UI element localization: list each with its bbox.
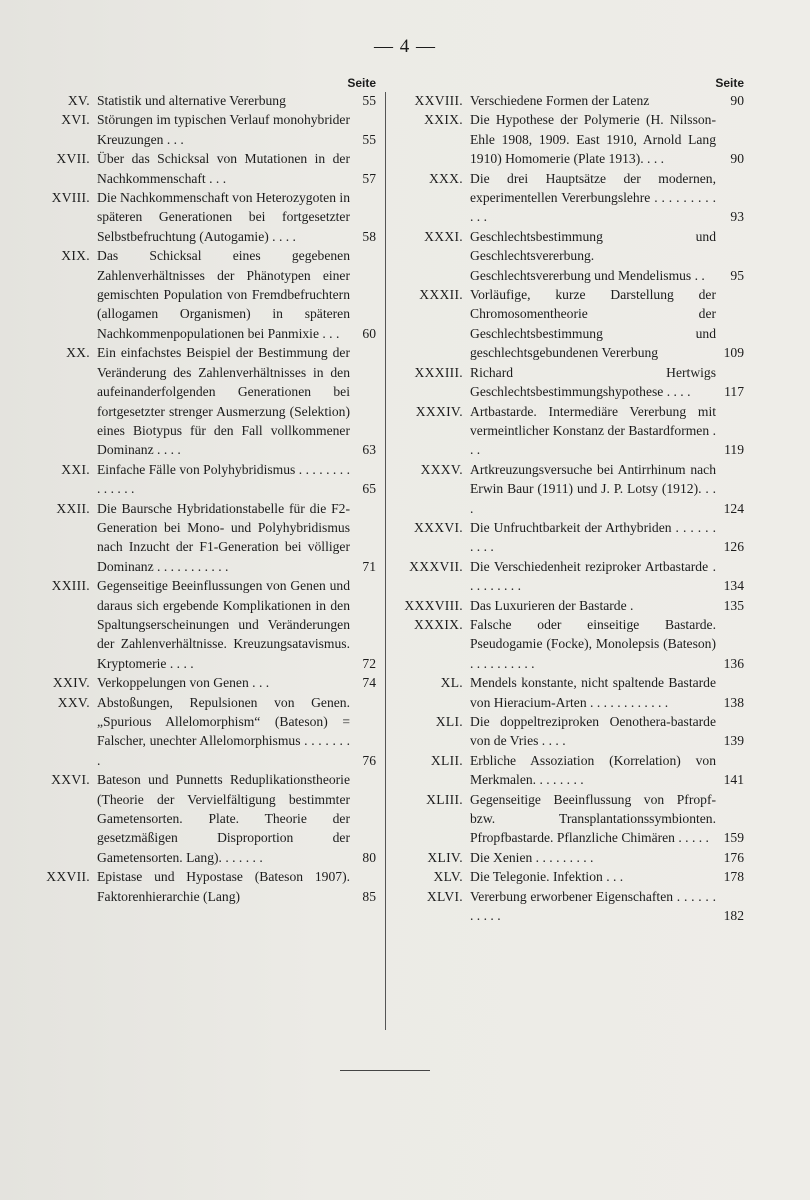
chapter-number: XLIV.: [427, 849, 463, 865]
chapter-number: XLII.: [430, 752, 463, 768]
page-ref: 57: [362, 170, 376, 186]
chapter-title: Die Xenien . . . . . . . . .: [470, 849, 594, 865]
chapter-number: XXIX.: [424, 112, 463, 128]
chapter-number: XXIII.: [51, 578, 90, 594]
chapter-number: XXXIII.: [414, 364, 463, 380]
chapter-title: Die Unfruchtbarkeit der Arthybriden . . . . . . . . . .: [470, 519, 716, 555]
toc-entry: [40, 673, 376, 692]
toc-list-left: [40, 91, 376, 906]
toc-column-right: [398, 76, 744, 925]
chapter-number: XXXVI.: [414, 519, 463, 535]
chapter-title: Verschiedene Formen der Latenz: [470, 93, 650, 108]
page-ref: 63: [362, 442, 376, 458]
page-ref: 71: [362, 558, 376, 574]
chapter-title: Falsche oder einseitige Bastarde. Pseudogamie (Focke), Monolepsis (Bateson) . . . . . . . . . .: [470, 616, 716, 671]
toc-entry: [398, 848, 744, 867]
page-ref: 90: [730, 151, 744, 167]
toc-entry: [398, 402, 744, 460]
chapter-title: Statistik und alternative Vererbung: [97, 93, 286, 108]
chapter-title: Geschlechtsbestimmung und Geschlechtsvererbung. Geschlechtsvererbung und Mendelismus . .: [470, 228, 716, 283]
chapter-number: XXVII.: [46, 869, 90, 885]
page-ref: 55: [362, 131, 376, 147]
chapter-number: XX.: [66, 345, 90, 361]
toc-entry: [398, 557, 744, 596]
chapter-title: Ein einfachstes Beispiel der Bestimmung der Veränderung des Zahlenverhältnisses in den aufeinanderfolgenden Generationen bei fortgesetzter strenger Ausmerzung (Selektion) eines Biotypus für den Fall vollkommener Dominanz . . . .: [97, 345, 350, 458]
chapter-number: XLV.: [433, 869, 463, 885]
chapter-title: Gegenseitige Beeinflussungen von Genen und daraus sich ergebende Komplikationen in den Spaltungserscheinungen und Veränderungen der Zahlenverhältnisse. Kreuzungsatavismus. Kryptomerie . . . .: [97, 578, 350, 671]
chapter-number: XXXI.: [424, 228, 463, 244]
page-ref: 109: [723, 345, 744, 361]
chapter-title: Gegenseitige Beeinflussung von Pfropf- bzw. Transplantationssymbionten. Pfropfbastarde. Pflanzliche Chimären . . . . .: [470, 791, 716, 846]
chapter-title: Das Luxurieren der Bastarde .: [470, 597, 634, 613]
chapter-title: Die Nachkommenschaft von Heterozygoten in späteren Generationen bei fortgesetzter Selbstbefruchtung (Autogamie) . . . .: [97, 190, 350, 244]
toc-entry: [398, 867, 744, 886]
toc-entry: [398, 615, 744, 673]
chapter-number: XXIV.: [52, 675, 90, 691]
page-ref: 60: [362, 325, 376, 341]
chapter-title: Störungen im typischen Verlauf monohybrider Kreuzungen . . .: [97, 112, 350, 147]
chapter-title: Richard Hertwigs Geschlechtsbestimmungshypothese . . . .: [470, 364, 716, 400]
page-number: — 4 —: [374, 36, 436, 57]
toc-entry: [398, 91, 744, 110]
toc-entry: [40, 693, 376, 771]
page-ref: 117: [724, 384, 744, 400]
chapter-title: Abstoßungen, Repulsionen von Genen. „Spurious Allelomorphism“ (Bateson) = Falscher, unechter Allelomorphismus . . . . . . . .: [97, 694, 350, 768]
page-ref: 124: [723, 500, 744, 516]
chapter-number: XXX.: [428, 170, 463, 186]
chapter-title: Artkreuzungsversuche bei Antirrhinum nach Erwin Baur (1911) und J. P. Lotsy (1912). . . .: [470, 461, 716, 516]
chapter-number: XVIII.: [51, 190, 90, 206]
toc-entry: [398, 285, 744, 363]
chapter-number: XXI.: [61, 461, 90, 477]
page-ref: 159: [723, 830, 744, 846]
toc-entry: [398, 169, 744, 227]
toc-entry: [398, 596, 744, 615]
toc-entry: [398, 227, 744, 285]
chapter-title: Vorläufige, kurze Darstellung der Chromosomentheorie der Geschlechtsbestimmung und geschlechtsgebundenen Vererbung: [470, 287, 716, 361]
chapter-number: XXXV.: [420, 461, 463, 477]
toc-entry: [40, 110, 376, 149]
chapter-number: XXXII.: [419, 287, 463, 303]
toc-entry: [40, 770, 376, 867]
end-rule: [340, 1070, 430, 1071]
chapter-title: Verkoppelungen von Genen . . .: [97, 675, 270, 691]
page-ref: 55: [362, 93, 376, 108]
chapter-number: XXVIII.: [414, 93, 463, 108]
toc-entry: [398, 790, 744, 848]
page-ref: 72: [362, 655, 376, 671]
page-ref: 80: [362, 849, 376, 865]
chapter-number: XXV.: [57, 694, 90, 710]
page-ref: 135: [723, 597, 744, 613]
page-ref: 141: [723, 772, 744, 788]
toc-list-right: [398, 91, 744, 925]
page-ref: 76: [362, 752, 376, 768]
toc-entry: [40, 576, 376, 673]
page-ref: 176: [723, 849, 744, 865]
page-ref: 65: [362, 481, 376, 497]
toc-entry: [398, 751, 744, 790]
toc-entry: [398, 518, 744, 557]
page-ref: 74: [362, 675, 376, 691]
page-ref: 85: [362, 888, 376, 904]
chapter-number: XXXIV.: [415, 403, 463, 419]
page-ref: 139: [723, 733, 744, 749]
page-ref: 138: [723, 694, 744, 710]
toc-entry: [40, 867, 376, 906]
page-ref: 182: [723, 908, 744, 924]
chapter-number: XVI.: [61, 112, 90, 128]
chapter-title: Die Verschiedenheit reziproker Artbastarde . . . . . . . . .: [470, 558, 716, 594]
page-ref: 93: [730, 209, 744, 225]
toc-entry: [398, 363, 744, 402]
toc-entry: [40, 149, 376, 188]
toc-entry: [40, 91, 376, 110]
chapter-title: Artbastarde. Intermediäre Vererbung mit vermeintlicher Konstanz der Bastardformen . . .: [470, 403, 716, 458]
column-divider: [385, 92, 386, 1030]
chapter-number: XXVI.: [51, 772, 90, 788]
toc-entry: [40, 499, 376, 577]
chapter-number: XXII.: [56, 500, 90, 516]
chapter-title: Die drei Hauptsätze der modernen, experimentellen Vererbungslehre . . . . . . . . . . . .: [470, 170, 716, 225]
chapter-number: XVII.: [56, 151, 90, 167]
chapter-number: XV.: [67, 93, 90, 108]
chapter-title: Epistase und Hypostase (Bateson 1907). Faktorenhierarchie (Lang): [97, 869, 350, 904]
chapter-title: Die Hypothese der Polymerie (H. Nilsson-Ehle 1908, 1909. East 1910, Arnold Lang 1910) Homomerie (Plate 1913). . . .: [470, 112, 716, 167]
chapter-title: Die Telegonie. Infektion . . .: [470, 869, 624, 885]
chapter-title: Mendels konstante, nicht spaltende Bastarde von Hieracium-Arten . . . . . . . . . . . .: [470, 675, 716, 710]
chapter-title: Die Baursche Hybridationstabelle für die F2-Generation bei Mono- und Polyhybridismus nach Inzucht der F1-Generation bei völliger Dominanz . . . . . . . . . . .: [97, 500, 350, 574]
page-ref: 178: [723, 869, 744, 885]
chapter-number: XLIII.: [426, 791, 463, 807]
chapter-number: XXXVIII.: [404, 597, 463, 613]
chapter-number: XL.: [440, 675, 463, 691]
page-ref: 95: [730, 267, 744, 283]
chapter-title: Erbliche Assoziation (Korrelation) von Merkmalen. . . . . . . .: [470, 752, 716, 788]
toc-entry: [40, 343, 376, 459]
chapter-title: Vererbung erworbener Eigenschaften . . . . . . . . . . .: [470, 888, 716, 924]
chapter-title: Die doppeltreziproken Oenothera-bastarde von de Vries . . . .: [470, 714, 716, 749]
chapter-number: XLVI.: [426, 888, 463, 904]
seite-header-left: Seite: [347, 76, 376, 90]
chapter-number: XXXVII.: [409, 558, 463, 574]
chapter-number: XLI.: [435, 714, 463, 729]
toc-entry: [40, 188, 376, 246]
page-ref: 126: [723, 539, 744, 555]
toc-entry: [398, 110, 744, 168]
chapter-title: Über das Schicksal von Mutationen in der Nachkommenschaft . . .: [97, 151, 350, 186]
chapter-title: Das Schicksal eines gegebenen Zahlenverhältnisses der Phänotypen einer gemischten Population von Fremdbefruchtern (allogamen Organismen) in späteren Nachkommenpopulationen bei Panmixie . . .: [97, 248, 350, 341]
chapter-number: XXXIX.: [414, 616, 463, 632]
toc-entry: [40, 460, 376, 499]
toc-entry: [40, 246, 376, 343]
page-ref: 119: [724, 442, 744, 458]
page-ref: 58: [362, 228, 376, 244]
toc-column-left: [40, 76, 376, 906]
chapter-title: Einfache Fälle von Polyhybridismus . . . . . . . . . . . . . .: [97, 461, 350, 497]
toc-entry: [398, 887, 744, 926]
toc-entry: [398, 712, 744, 751]
page-ref: 136: [723, 655, 744, 671]
seite-header-right: Seite: [715, 76, 744, 90]
toc-entry: [398, 460, 744, 518]
chapter-title: Bateson und Punnetts Reduplikationstheorie (Theorie der Vervielfältigung bestimmter Gametensorten. Plate. Theorie der gesetzmäßigen Disproportion der Gametensorten. Lang). . . . . . .: [97, 772, 350, 865]
page-ref: 90: [730, 93, 744, 108]
chapter-number: XIX.: [61, 248, 90, 264]
page-ref: 134: [723, 578, 744, 594]
toc-entry: [398, 673, 744, 712]
